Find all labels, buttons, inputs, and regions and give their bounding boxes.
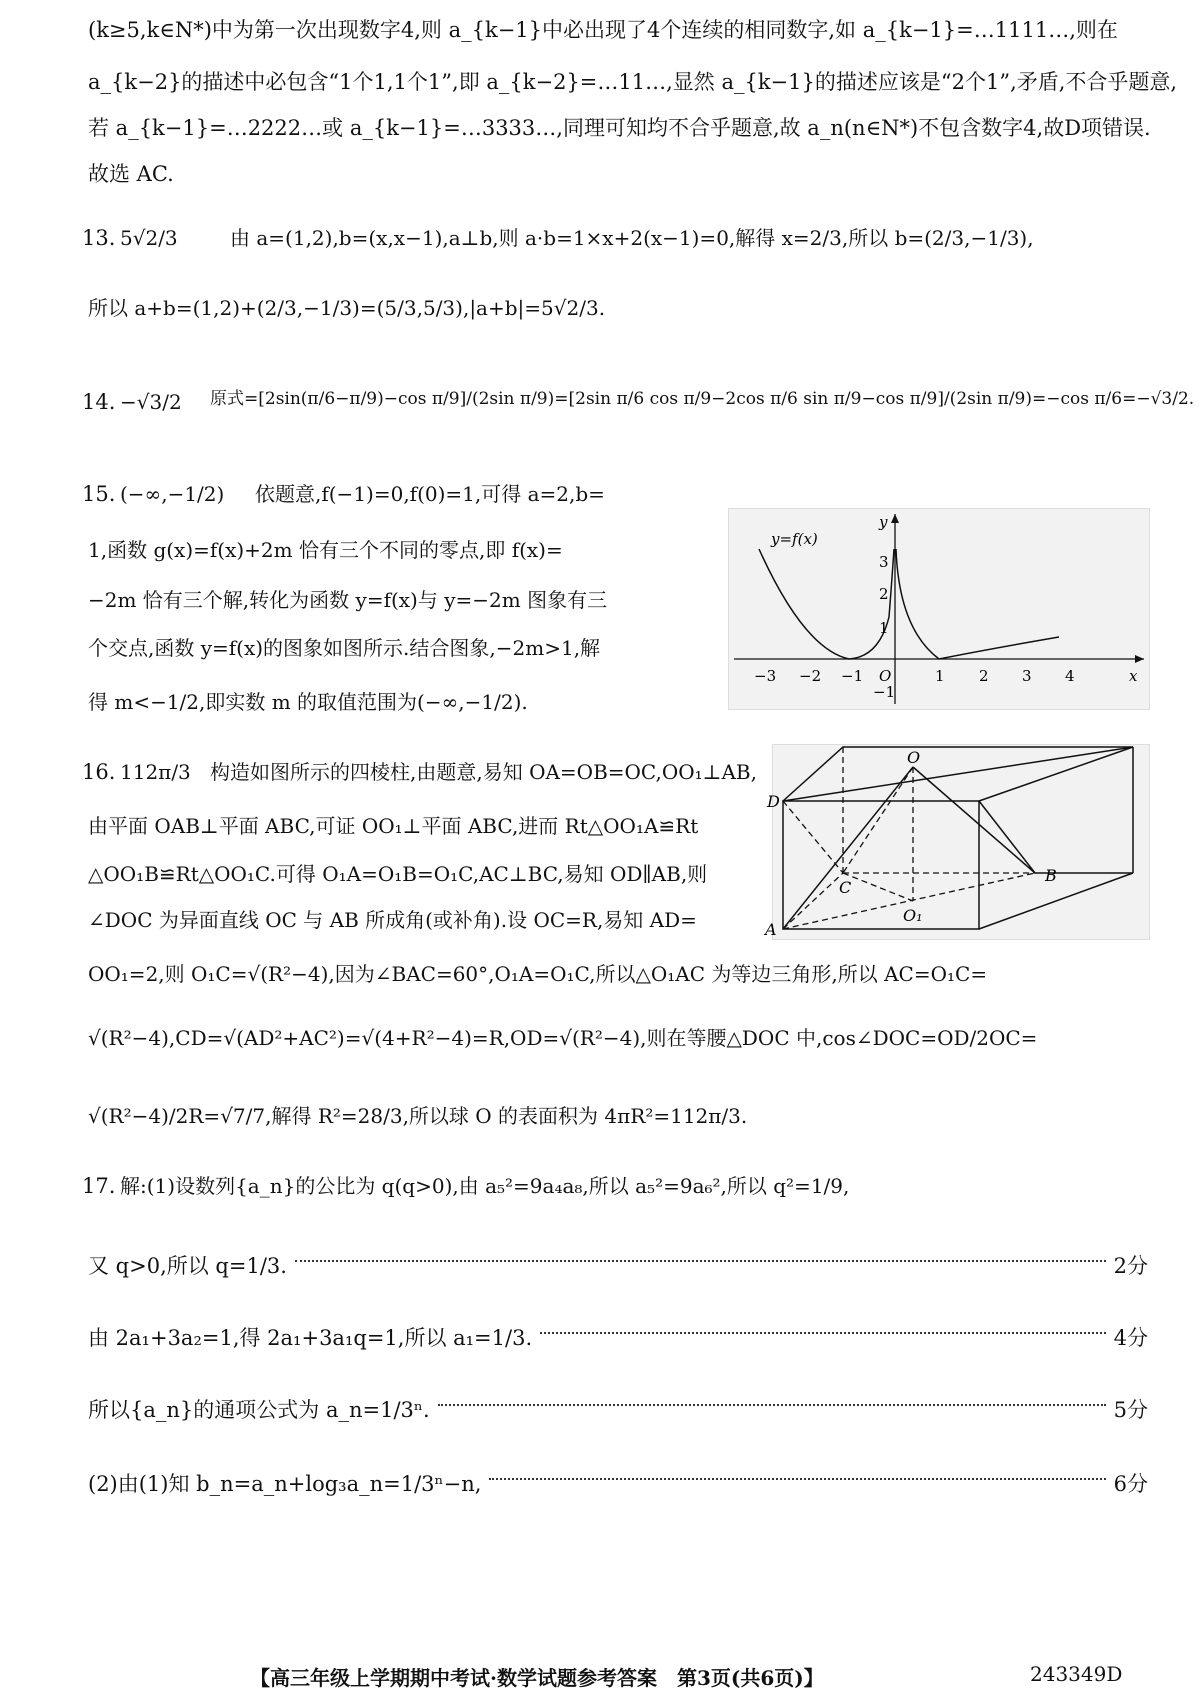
edge-DC (783, 801, 843, 873)
dot-leader (540, 1332, 1105, 1334)
q14-answer: −√3/2 (120, 390, 182, 414)
q13-answer: 5√2/3 (120, 226, 178, 250)
q16-line-6: √(R²−4),CD=√(AD²+AC²)=√(4+R²−4)=R,OD=√(R²−4),则在等腰△DOC 中,cos∠DOC=OD/2OC= (88, 1026, 1038, 1050)
origin-label: O (879, 667, 892, 685)
curve-left-branch (759, 549, 894, 659)
prism-figure (765, 744, 1150, 940)
label-C: C (839, 878, 852, 897)
q16-answer: 112π/3 (120, 760, 191, 784)
dot-leader (489, 1478, 1105, 1480)
x-tick: 4 (1065, 667, 1075, 685)
q17-step-score: 4分 (1113, 1326, 1148, 1350)
x-axis-arrow (1135, 655, 1144, 663)
q14-number: 14. (82, 390, 116, 414)
x-tick: −1 (841, 667, 864, 685)
x-tick: 1 (935, 667, 945, 685)
x-tick: −2 (799, 667, 822, 685)
prism-figure-svg (765, 745, 1149, 939)
q16-line-4: ∠DOC 为异面直线 OC 与 AB 所成角(或补角).设 OC=R,易知 AD= (88, 908, 697, 932)
q17-step-text: 又 q>0,所以 q=1/3. (88, 1254, 287, 1278)
q17-step (88, 1394, 1148, 1424)
q17-step-text: 所以{a_n}的通项公式为 a_n=1/3ⁿ. (88, 1398, 430, 1422)
q17-step-score: 5分 (1113, 1398, 1148, 1422)
q13-line-2: 所以 a+b=(1,2)+(2/3,−1/3)=(5/3,5/3),|a+b|=5√2/3. (88, 296, 606, 320)
curve-label: y=f(x) (771, 530, 818, 548)
q14-line: 原式=[2sin(π/6−π/9)−cos π/9]/(2sin π/9)=[2sin π/6 cos π/9−2cos π/6 sin π/9−cos π/9]/(2sin π/9)=−cos π/6=−√3/2. (210, 389, 1195, 409)
hidden-edge (783, 873, 843, 929)
intro-line-1: (k≥5,k∈N*)中为第一次出现数字4,则 a_{k−1}中必出现了4个连续的相同数字,如 a_{k−1}=…1111…,则在 (88, 18, 1118, 42)
footer-code: 243349D (1030, 1662, 1123, 1686)
edge-CO1 (843, 873, 913, 901)
q16-line-2: 由平面 OAB⊥平面 ABC,可证 OO₁⊥平面 ABC,进而 Rt△OO₁A≌Rt (88, 814, 699, 838)
function-graph (728, 508, 1150, 710)
label-B: B (1045, 866, 1057, 885)
y-tick: 2 (879, 585, 889, 603)
q15-line-4: 个交点,函数 y=f(x)的图象如图所示.结合图象,−2m>1,解 (88, 636, 601, 660)
function-graph-svg (729, 509, 1149, 709)
x-axis-label: x (1129, 667, 1138, 685)
intro-line-4: 故选 AC. (88, 162, 174, 186)
y-tick: 1 (879, 619, 889, 637)
dot-leader (295, 1260, 1106, 1262)
y-tick: −1 (873, 683, 896, 701)
prism-edge (979, 801, 1035, 873)
q17-line-1: 解:(1)设数列{a_n}的公比为 q(q>0),由 a₅²=9a₄a₈,所以 a₅²=9a₆²,所以 q²=1/9, (120, 1174, 850, 1198)
q15-line-3: −2m 恰有三个解,转化为函数 y=f(x)与 y=−2m 图象有三 (88, 588, 608, 612)
q13-number: 13. (82, 226, 116, 250)
x-tick: −3 (754, 667, 777, 685)
x-tick: 3 (1022, 667, 1032, 685)
curve-right-branch (896, 549, 1059, 659)
q16-line-5: OO₁=2,则 O₁C=√(R²−4),因为∠BAC=60°,O₁A=O₁C,所以△O₁AC 为等边三角形,所以 AC=O₁C= (88, 962, 988, 986)
dot-leader (438, 1404, 1106, 1406)
q17-number: 17. (82, 1174, 116, 1198)
prism-front-face (783, 801, 979, 929)
edge-OB (913, 767, 1035, 873)
diagonal-top (783, 747, 1133, 801)
footer-title: 【高三年级上学期期中考试·数学试题参考答案 第3页(共6页)】 (250, 1666, 824, 1690)
q17-step (88, 1322, 1148, 1352)
q17-step-text: (2)由(1)知 b_n=a_n+log₃a_n=1/3ⁿ−n, (88, 1472, 482, 1496)
q13-line-1: 由 a=(1,2),b=(x,x−1),a⊥b,则 a·b=1×x+2(x−1)=0,解得 x=2/3,所以 b=(2/3,−1/3), (230, 226, 1034, 250)
q17-step (88, 1250, 1148, 1280)
q16-line-1: 构造如图所示的四棱柱,由题意,易知 OA=OB=OC,OO₁⊥AB, (210, 760, 757, 784)
y-tick: 3 (879, 553, 889, 571)
q15-answer: (−∞,−1/2) (120, 482, 225, 506)
label-D: D (767, 792, 780, 811)
y-axis-label: y (879, 513, 888, 531)
q15-line-2: 1,函数 g(x)=f(x)+2m 恰有三个不同的零点,即 f(x)= (88, 538, 563, 562)
intro-line-2: a_{k−2}的描述中必包含“1个1,1个1”,即 a_{k−2}=…11…,显然 a_{k−1}的描述应该是“2个1”,矛盾,不合乎题意, (88, 70, 1178, 94)
label-O1: O₁ (903, 906, 923, 925)
y-axis-arrow (891, 514, 899, 523)
q17-step-text: 由 2a₁+3a₂=1,得 2a₁+3a₁q=1,所以 a₁=1/3. (88, 1326, 533, 1350)
intro-line-3: 若 a_{k−1}=…2222…或 a_{k−1}=…3333…,同理可知均不合乎题意,故 a_n(n∈N*)不包含数字4,故D项错误. (88, 116, 1151, 140)
q15-line-1: 依题意,f(−1)=0,f(0)=1,可得 a=2,b= (255, 482, 605, 506)
x-tick: 2 (979, 667, 989, 685)
q15-line-5: 得 m<−1/2,即实数 m 的取值范围为(−∞,−1/2). (88, 690, 528, 714)
q17-step (88, 1468, 1148, 1498)
q16-number: 16. (82, 760, 116, 784)
q17-step-score: 6分 (1113, 1472, 1148, 1496)
q16-line-3: △OO₁B≌Rt△OO₁C.可得 O₁A=O₁B=O₁C,AC⊥BC,易知 OD∥AB,则 (88, 862, 708, 886)
label-A: A (765, 920, 777, 939)
q15-number: 15. (82, 482, 116, 506)
label-O: O (907, 748, 921, 767)
q16-line-7: √(R²−4)/2R=√7/7,解得 R²=28/3,所以球 O 的表面积为 4πR²=112π/3. (88, 1104, 748, 1128)
q17-step-score: 2分 (1113, 1254, 1148, 1278)
